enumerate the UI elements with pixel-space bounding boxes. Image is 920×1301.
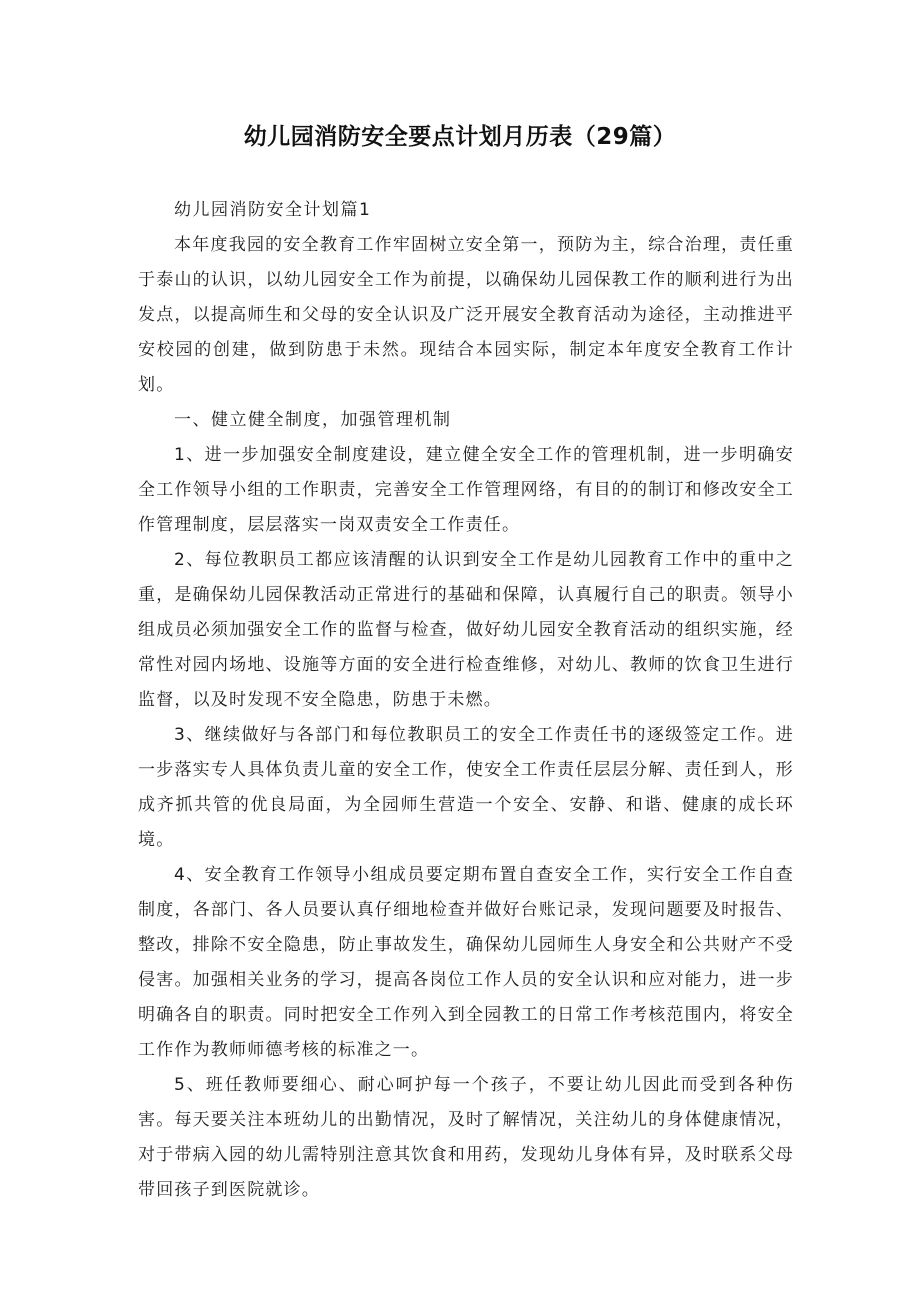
paragraph-intro: 本年度我园的安全教育工作牢固树立安全第一，预防为主，综合治理，责任重于泰山的认识，以幼儿园安全工作为前提，以确保幼儿园保教工作的顺利进行为出发点，以提高师生和父母的安全认识及广泛开展安全教育活动为途径，主动推进平安校园的创建，做到防患于未然。现结合本园实际，制定本年度安全教育工作计划。 bbox=[138, 235, 794, 395]
document-title: 幼儿园消防安全要点计划月历表（29篇） bbox=[243, 124, 677, 150]
paragraph-item-4: 4、安全教育工作领导小组成员要定期布置自查安全工作，实行安全工作自查制度，各部门、各人员要认真仔细地检查并做好台账记录，发现问题要及时报告、整改，排除不安全隐患，防止事故发生，确保幼儿园师生人身安全和公共财产不受侵害。加强相关业务的学习，提高各岗位工作人员的安全认识和应对能力，进一步明确各自的职责。同时把安全工作列入到全园教工的日常工作考核范围内，将安全工作作为教师师德考核的标准之一。 bbox=[138, 865, 794, 1060]
document-body bbox=[138, 193, 794, 1208]
section-heading-1: 一、健立健全制度，加强管理机制 bbox=[174, 410, 452, 430]
paragraph-item-5: 5、班任教师要细心、耐心呵护每一个孩子，不要让幼儿因此而受到各种伤害。每天要关注本班幼儿的出勤情况，及时了解情况，关注幼儿的身体健康情况，对于带病入园的幼儿需特别注意其饮食和用药，发现幼儿身体有异，及时联系父母带回孩子到医院就诊。 bbox=[138, 1075, 794, 1200]
paragraph-item-2: 2、每位教职员工都应该清醒的认识到安全工作是幼儿园教育工作中的重中之重，是确保幼儿园保教活动正常进行的基础和保障，认真履行自己的职责。领导小组成员必须加强安全工作的监督与检查，做好幼儿园安全教育活动的组织实施，经常性对园内场地、设施等方面的安全进行检查维修，对幼儿、教师的饮食卫生进行监督，以及时发现不安全隐患，防患于未燃。 bbox=[138, 550, 794, 710]
paragraph-item-3: 3、继续做好与各部门和每位教职员工的安全工作责任书的逐级签定工作。进一步落实专人具体负责儿童的安全工作，使安全工作责任层层分解、责任到人，形成齐抓共管的优良局面，为全园师生营造一个安全、安静、和谐、健康的成长环境。 bbox=[138, 725, 794, 850]
paragraph-item-1: 1、进一步加强安全制度建设，建立健全安全工作的管理机制，进一步明确安全工作领导小组的工作职责，完善安全工作管理网络，有目的的制订和修改安全工作管理制度，层层落实一岗双责安全工作责任。 bbox=[138, 445, 794, 535]
section-subtitle: 幼儿园消防安全计划篇1 bbox=[174, 200, 372, 220]
